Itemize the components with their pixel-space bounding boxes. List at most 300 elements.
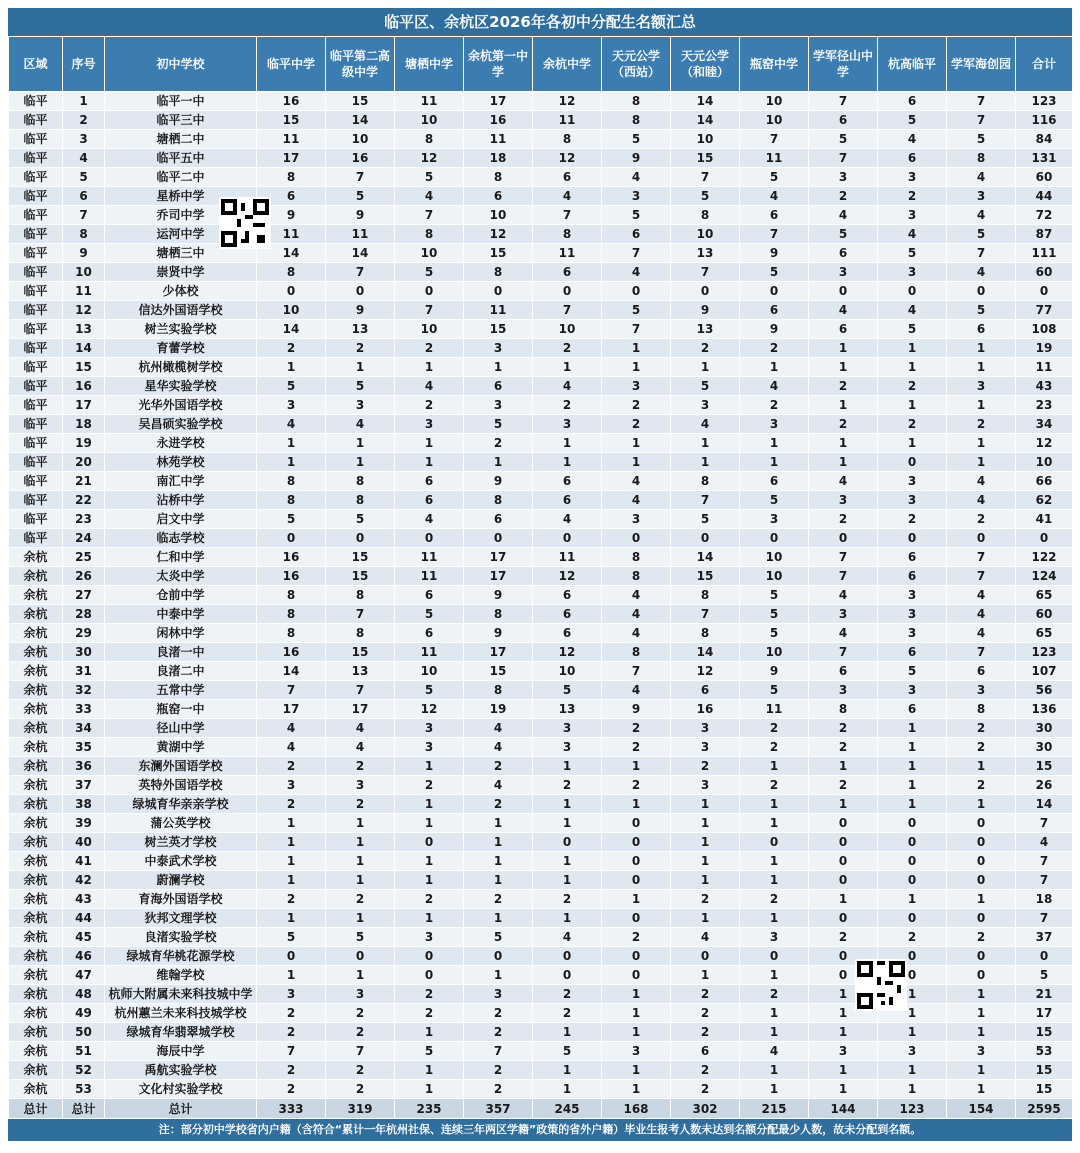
table-cell: 塘栖二中 (105, 130, 257, 149)
table-cell: 17 (257, 700, 326, 719)
table-cell: 87 (1016, 225, 1073, 244)
table-cell: 27 (63, 586, 105, 605)
table-cell: 44 (63, 909, 105, 928)
table-cell: 临平二中 (105, 168, 257, 187)
table-cell: 11 (533, 548, 602, 567)
table-cell: 1 (533, 814, 602, 833)
table-row (9, 244, 1073, 263)
table-cell: 2 (326, 339, 395, 358)
table-cell: 16 (326, 149, 395, 168)
table-cell: 0 (878, 966, 947, 985)
table-cell: 51 (63, 1042, 105, 1061)
table-cell: 2 (740, 890, 809, 909)
table-cell: 临平 (9, 263, 63, 282)
table-cell: 18 (1016, 890, 1073, 909)
table-cell: 8 (257, 168, 326, 187)
table-cell: 12 (1016, 434, 1073, 453)
table-cell: 8 (464, 681, 533, 700)
table-cell: 运河中学 (105, 225, 257, 244)
table-cell: 14 (326, 244, 395, 263)
table-cell: 1 (947, 396, 1016, 415)
table-cell: 1 (257, 434, 326, 453)
table-cell: 77 (1016, 301, 1073, 320)
table-cell: 0 (809, 833, 878, 852)
table-cell: 3 (326, 396, 395, 415)
table-cell: 3 (878, 472, 947, 491)
table-cell: 5 (740, 263, 809, 282)
table-cell: 0 (602, 833, 671, 852)
table-row (9, 833, 1073, 852)
table-cell: 沾桥中学 (105, 491, 257, 510)
table-cell: 14 (257, 662, 326, 681)
table-cell: 7 (809, 92, 878, 111)
table-cell: 39 (63, 814, 105, 833)
table-cell: 2 (464, 1004, 533, 1023)
table-cell: 3 (257, 396, 326, 415)
table-cell: 信达外国语学校 (105, 301, 257, 320)
table-cell: 6 (740, 206, 809, 225)
table-row (9, 605, 1073, 624)
table-cell: 122 (1016, 548, 1073, 567)
table-row (9, 567, 1073, 586)
table-cell: 4 (63, 149, 105, 168)
table-cell: 5 (878, 662, 947, 681)
table-cell: 7 (947, 548, 1016, 567)
qr-code-icon (219, 197, 271, 249)
table-cell: 5 (326, 510, 395, 529)
table-cell: 4 (464, 738, 533, 757)
table-cell: 余杭 (9, 1004, 63, 1023)
table-cell: 8 (257, 472, 326, 491)
table-cell: 4 (602, 491, 671, 510)
total-cell: 245 (533, 1099, 602, 1119)
column-header: 学军径山中学 (809, 37, 878, 92)
table-cell: 7 (740, 130, 809, 149)
table-cell: 10 (671, 225, 740, 244)
table-cell: 13 (671, 244, 740, 263)
table-cell: 东澜外国语学校 (105, 757, 257, 776)
table-cell: 0 (602, 966, 671, 985)
table-cell: 中泰武术学校 (105, 852, 257, 871)
table-cell: 临平 (9, 434, 63, 453)
table-cell: 1 (326, 814, 395, 833)
table-cell: 2 (257, 339, 326, 358)
table-cell: 29 (63, 624, 105, 643)
table-cell: 14 (671, 643, 740, 662)
table-cell: 1 (809, 339, 878, 358)
table-cell: 4 (947, 206, 1016, 225)
table-cell: 1 (671, 358, 740, 377)
table-cell: 19 (464, 700, 533, 719)
table-cell: 10 (1016, 453, 1073, 472)
table-cell: 0 (809, 947, 878, 966)
table-cell: 0 (878, 871, 947, 890)
table-cell: 5 (257, 510, 326, 529)
table-row (9, 282, 1073, 301)
table-cell: 余杭 (9, 833, 63, 852)
table-cell: 8 (464, 263, 533, 282)
table-cell: 0 (947, 966, 1016, 985)
table-cell: 14 (671, 548, 740, 567)
table-cell: 2 (671, 890, 740, 909)
table-cell: 临平 (9, 453, 63, 472)
table-cell: 乔司中学 (105, 206, 257, 225)
table-cell: 1 (464, 453, 533, 472)
table-cell: 9 (740, 320, 809, 339)
table-cell: 5 (671, 510, 740, 529)
table-cell: 4 (395, 187, 464, 206)
table-cell: 1 (602, 1023, 671, 1042)
table-row (9, 548, 1073, 567)
table-cell: 瓶窑一中 (105, 700, 257, 719)
table-cell: 0 (671, 529, 740, 548)
table-cell: 0 (809, 871, 878, 890)
table-cell: 临平 (9, 130, 63, 149)
table-cell: 10 (740, 567, 809, 586)
table-cell: 绿城育华翡翠城学校 (105, 1023, 257, 1042)
table-cell: 66 (1016, 472, 1073, 491)
table-cell: 8 (533, 130, 602, 149)
table-cell: 2 (947, 415, 1016, 434)
table-cell: 1 (947, 1004, 1016, 1023)
table-cell: 2 (671, 1004, 740, 1023)
table-cell: 1 (740, 1023, 809, 1042)
table-cell: 3 (602, 377, 671, 396)
table-cell: 1 (947, 1080, 1016, 1099)
table-cell: 14 (257, 244, 326, 263)
table-cell: 23 (63, 510, 105, 529)
table-cell: 11 (533, 244, 602, 263)
table-cell: 9 (671, 301, 740, 320)
table-cell: 123 (1016, 92, 1073, 111)
table-cell: 7 (947, 111, 1016, 130)
table-row (9, 947, 1073, 966)
table-cell: 3 (257, 985, 326, 1004)
table-cell: 0 (1016, 529, 1073, 548)
table-cell: 5 (740, 168, 809, 187)
table-cell: 0 (257, 282, 326, 301)
table-cell: 2 (602, 776, 671, 795)
table-cell: 吴昌硕实验学校 (105, 415, 257, 434)
table-cell: 2 (464, 890, 533, 909)
table-cell: 1 (740, 1004, 809, 1023)
table-cell: 11 (533, 111, 602, 130)
table-cell: 10 (740, 643, 809, 662)
table-cell: 余杭 (9, 548, 63, 567)
table-cell: 1 (947, 453, 1016, 472)
table-cell: 1 (395, 1023, 464, 1042)
table-cell: 0 (878, 282, 947, 301)
table-cell: 0 (740, 282, 809, 301)
table-cell: 60 (1016, 168, 1073, 187)
table-cell: 15 (1016, 1080, 1073, 1099)
table-cell: 6 (464, 377, 533, 396)
table-cell: 3 (878, 263, 947, 282)
table-cell: 2 (671, 1023, 740, 1042)
table-cell: 7 (533, 206, 602, 225)
table-cell: 8 (671, 586, 740, 605)
table-cell: 4 (740, 377, 809, 396)
table-cell: 余杭 (9, 947, 63, 966)
table-cell: 0 (533, 833, 602, 852)
table-row (9, 852, 1073, 871)
table-cell: 43 (1016, 377, 1073, 396)
table-cell: 0 (878, 909, 947, 928)
table-cell: 7 (1016, 871, 1073, 890)
table-cell: 56 (1016, 681, 1073, 700)
table-cell: 2 (602, 928, 671, 947)
table-cell: 临平 (9, 282, 63, 301)
table-cell: 15 (63, 358, 105, 377)
table-cell: 1 (947, 890, 1016, 909)
table-cell: 7 (602, 662, 671, 681)
table-cell: 2 (464, 795, 533, 814)
table-cell: 3 (740, 415, 809, 434)
table-cell: 1 (740, 453, 809, 472)
table-cell: 4 (947, 472, 1016, 491)
table-cell: 6 (395, 472, 464, 491)
table-cell: 3 (326, 985, 395, 1004)
table-cell: 48 (63, 985, 105, 1004)
table-cell: 5 (602, 301, 671, 320)
table-cell: 60 (1016, 605, 1073, 624)
table-row (9, 985, 1073, 1004)
table-cell: 8 (257, 586, 326, 605)
table-row (9, 377, 1073, 396)
column-header: 临平第二高级中学 (326, 37, 395, 92)
table-cell: 崇贤中学 (105, 263, 257, 282)
table-cell: 1 (395, 795, 464, 814)
table-cell: 2 (740, 738, 809, 757)
table-cell: 11 (1016, 358, 1073, 377)
table-cell: 2 (740, 339, 809, 358)
table-cell: 2 (602, 738, 671, 757)
table-cell: 1 (326, 871, 395, 890)
table-cell: 1 (671, 852, 740, 871)
table-cell: 杭师大附属未来科技城中学 (105, 985, 257, 1004)
table-cell: 2 (326, 1080, 395, 1099)
table-cell: 5 (947, 225, 1016, 244)
table-cell: 14 (1016, 795, 1073, 814)
table-cell: 116 (1016, 111, 1073, 130)
table-cell: 123 (1016, 643, 1073, 662)
table-cell: 临平 (9, 472, 63, 491)
table-cell: 1 (257, 833, 326, 852)
table-cell: 2 (533, 890, 602, 909)
table-cell: 8 (395, 130, 464, 149)
table-cell: 6 (947, 662, 1016, 681)
table-cell: 26 (1016, 776, 1073, 795)
table-row (9, 529, 1073, 548)
table-cell: 2 (947, 510, 1016, 529)
table-cell: 1 (602, 358, 671, 377)
table-row (9, 757, 1073, 776)
table-cell: 3 (671, 396, 740, 415)
table-cell: 5 (464, 928, 533, 947)
table-cell: 0 (878, 833, 947, 852)
table-cell: 临平 (9, 301, 63, 320)
table-cell: 1 (671, 871, 740, 890)
table-cell: 6 (947, 320, 1016, 339)
table-cell: 余杭 (9, 909, 63, 928)
table-cell: 3 (809, 491, 878, 510)
table-cell: 11 (740, 149, 809, 168)
table-cell: 5 (671, 187, 740, 206)
table-row (9, 909, 1073, 928)
table-cell: 4 (740, 187, 809, 206)
table-cell: 1 (395, 1061, 464, 1080)
table-cell: 49 (63, 1004, 105, 1023)
table-cell: 4 (809, 624, 878, 643)
table-cell: 4 (602, 624, 671, 643)
table-cell: 4 (602, 168, 671, 187)
table-cell: 1 (257, 453, 326, 472)
table-cell: 13 (326, 320, 395, 339)
table-cell: 2 (257, 1023, 326, 1042)
table-cell: 8 (602, 92, 671, 111)
table-cell: 2 (257, 757, 326, 776)
table-cell: 1 (809, 358, 878, 377)
table-cell: 4 (326, 719, 395, 738)
table-cell: 30 (63, 643, 105, 662)
table-cell: 7 (809, 643, 878, 662)
table-cell: 1 (671, 966, 740, 985)
table-cell: 11 (395, 643, 464, 662)
table-cell: 塘栖三中 (105, 244, 257, 263)
table-cell: 7 (671, 491, 740, 510)
table-cell: 良渚二中 (105, 662, 257, 681)
table-cell: 8 (326, 472, 395, 491)
footnote: 注：部分初中学校省内户籍（含符合“累计一年杭州社保、连续三年两区学籍”政策的省外户籍）毕业生报考人数未达到名额分配最少人数，故未分配到名额。 (8, 1119, 1072, 1141)
table-row (9, 263, 1073, 282)
table-cell: 45 (63, 928, 105, 947)
table-footer (9, 1099, 1073, 1119)
table-cell: 3 (395, 719, 464, 738)
table-cell: 1 (533, 871, 602, 890)
table-cell: 1 (809, 890, 878, 909)
table-cell: 7 (533, 301, 602, 320)
table-cell: 0 (257, 529, 326, 548)
table-cell: 1 (464, 358, 533, 377)
table-cell: 临平 (9, 187, 63, 206)
table-cell: 8 (326, 491, 395, 510)
table-cell: 5 (395, 605, 464, 624)
table-cell: 15 (1016, 1061, 1073, 1080)
table-cell: 2 (878, 377, 947, 396)
column-header: 区域 (9, 37, 63, 92)
table-cell: 3 (533, 415, 602, 434)
table-cell: 2 (533, 1004, 602, 1023)
table-cell: 37 (1016, 928, 1073, 947)
table-cell: 6 (464, 187, 533, 206)
table-cell: 南汇中学 (105, 472, 257, 491)
table-cell: 7 (671, 263, 740, 282)
table-cell: 8 (671, 472, 740, 491)
table-cell: 3 (878, 1042, 947, 1061)
total-cell: 2595 (1016, 1099, 1073, 1119)
table-row (9, 111, 1073, 130)
table-cell: 15 (464, 320, 533, 339)
table-cell: 8 (395, 225, 464, 244)
table-row (9, 339, 1073, 358)
table-cell: 2 (671, 757, 740, 776)
table-cell: 9 (602, 149, 671, 168)
table-cell: 65 (1016, 624, 1073, 643)
table-cell: 6 (671, 1042, 740, 1061)
table-cell: 4 (257, 719, 326, 738)
table-cell: 111 (1016, 244, 1073, 263)
table-cell: 4 (326, 738, 395, 757)
table-cell: 13 (533, 700, 602, 719)
table-cell: 余杭 (9, 719, 63, 738)
table-cell: 余杭 (9, 586, 63, 605)
table-cell: 107 (1016, 662, 1073, 681)
table-row (9, 434, 1073, 453)
table-cell: 2 (464, 1023, 533, 1042)
table-cell: 7 (602, 244, 671, 263)
table-cell: 10 (395, 662, 464, 681)
table-cell: 21 (63, 472, 105, 491)
table-cell: 1 (464, 852, 533, 871)
table-cell: 7 (947, 92, 1016, 111)
table-cell: 46 (63, 947, 105, 966)
table-cell: 0 (740, 833, 809, 852)
table-cell: 2 (257, 1061, 326, 1080)
table-cell: 16 (671, 700, 740, 719)
table-cell: 4 (257, 415, 326, 434)
table-cell: 2 (326, 890, 395, 909)
table-cell: 2 (257, 795, 326, 814)
table-cell: 124 (1016, 567, 1073, 586)
table-cell: 1 (602, 985, 671, 1004)
total-cell: 319 (326, 1099, 395, 1119)
table-cell: 狄邦文理学校 (105, 909, 257, 928)
table-cell: 11 (257, 130, 326, 149)
table-cell: 5 (878, 244, 947, 263)
table-cell: 3 (533, 738, 602, 757)
qr-code-icon (855, 959, 907, 1011)
table-cell: 1 (740, 1061, 809, 1080)
table-cell: 2 (533, 776, 602, 795)
table-cell: 17 (464, 92, 533, 111)
table-row (9, 738, 1073, 757)
table-cell: 0 (947, 947, 1016, 966)
table-cell: 0 (602, 909, 671, 928)
table-cell: 7 (947, 567, 1016, 586)
table-cell: 2 (878, 510, 947, 529)
table-cell: 中泰中学 (105, 605, 257, 624)
table-cell: 0 (395, 966, 464, 985)
table-cell: 9 (63, 244, 105, 263)
table-cell: 7 (395, 301, 464, 320)
table-cell: 12 (395, 149, 464, 168)
table-cell: 0 (326, 947, 395, 966)
table-cell: 0 (602, 871, 671, 890)
table-cell: 5 (740, 624, 809, 643)
table-cell: 1 (740, 871, 809, 890)
table-row (9, 966, 1073, 985)
table-cell: 3 (602, 187, 671, 206)
table-cell: 1 (878, 719, 947, 738)
table-cell: 1 (671, 795, 740, 814)
table-cell: 11 (257, 225, 326, 244)
table-cell: 余杭 (9, 1042, 63, 1061)
table-cell: 9 (326, 301, 395, 320)
table-cell: 3 (671, 738, 740, 757)
table-cell: 16 (257, 92, 326, 111)
table-cell: 2 (740, 985, 809, 1004)
table-cell: 11 (740, 700, 809, 719)
